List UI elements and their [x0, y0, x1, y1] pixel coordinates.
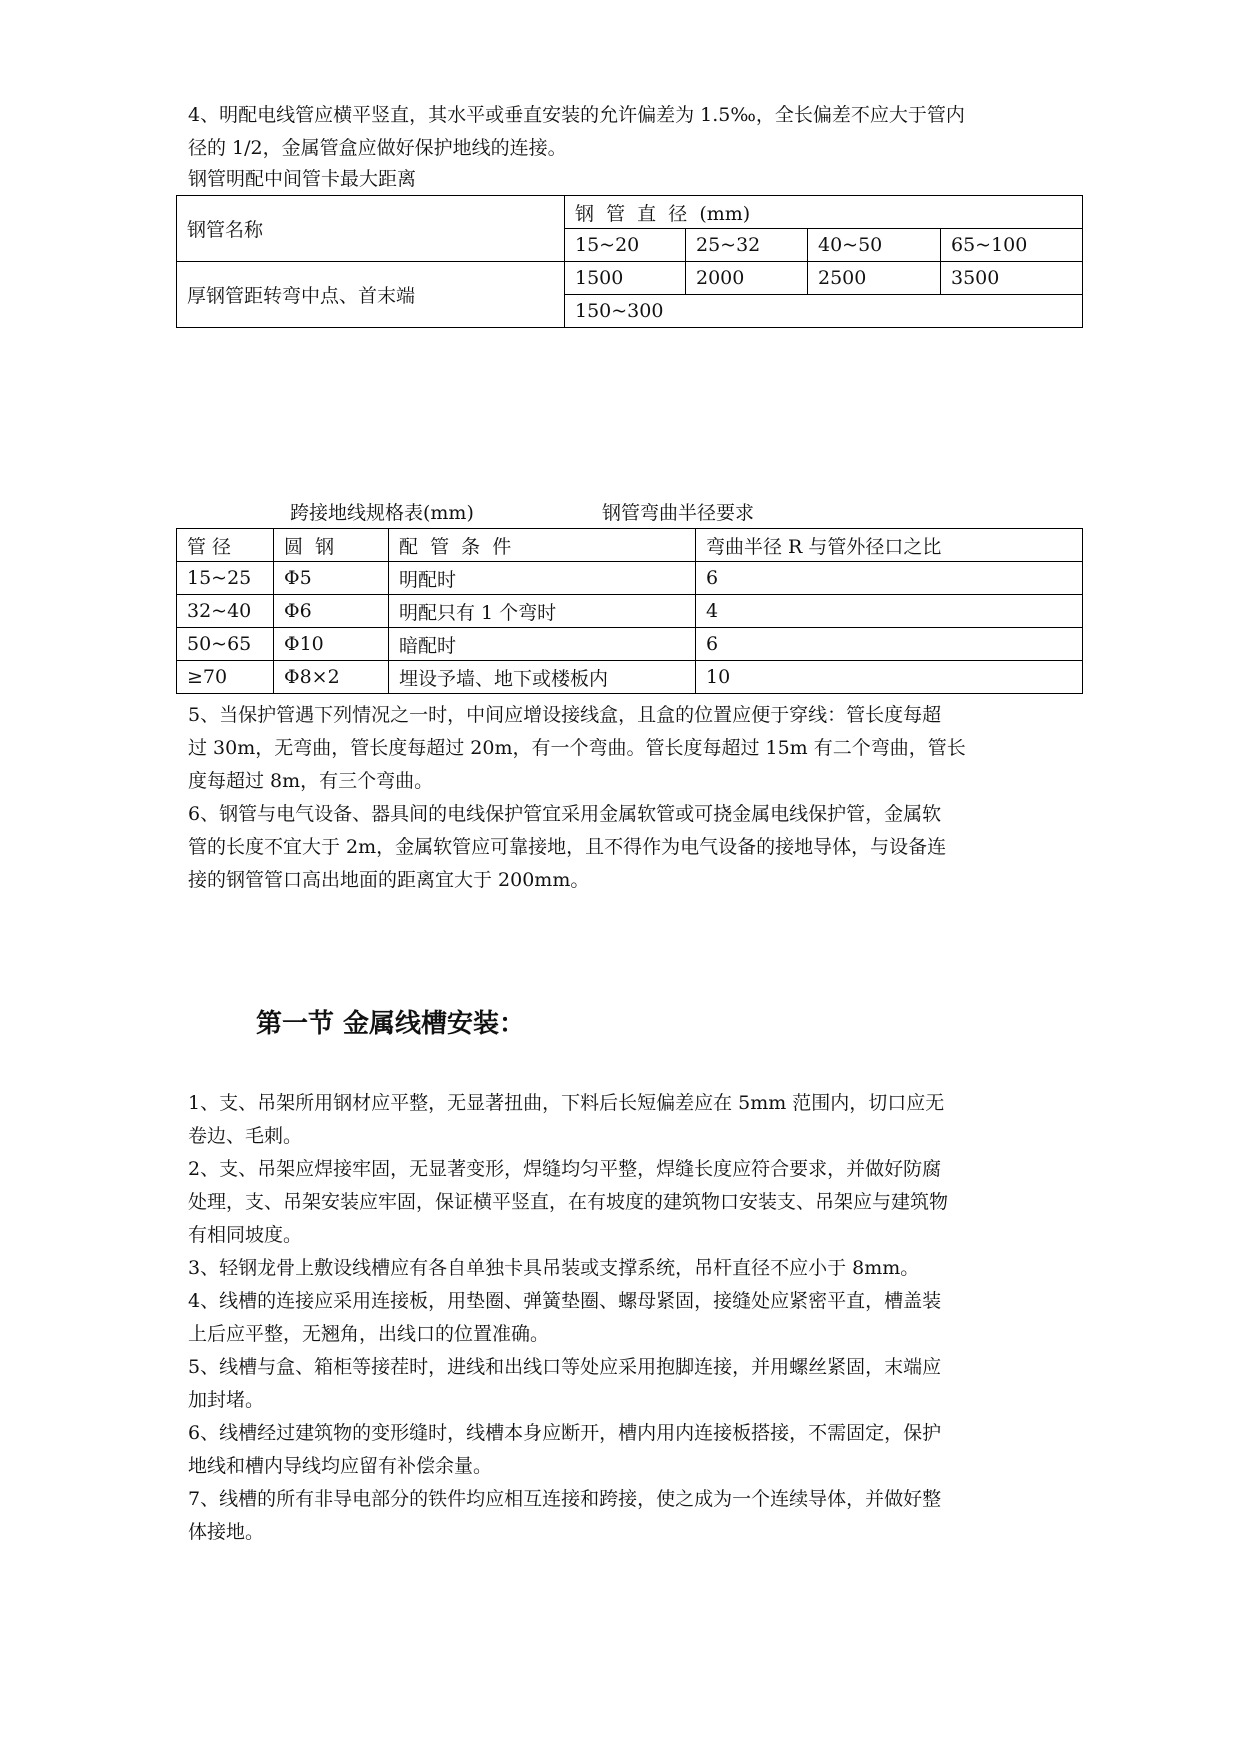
cell: 32~40	[177, 595, 274, 628]
cell: Φ8×2	[274, 661, 389, 694]
table-row	[177, 595, 1083, 628]
pipe-clamp-distance-table	[176, 195, 1083, 328]
value-cell: 3500	[941, 262, 1083, 295]
header-cell: 配 管 条 件	[389, 529, 696, 562]
text-line: 上后应平整，无翘角，出线口的位置准确。	[188, 1323, 550, 1345]
metal-trunking-paragraphs	[188, 1087, 1058, 1549]
text-line: 4、明配电线管应横平竖直，其水平或垂直安装的允许偏差为 1.5‰，全长偏差不应大于管内	[188, 104, 965, 126]
text-line: 卷边、毛刺。	[188, 1125, 303, 1147]
header-cell: 管 径	[177, 529, 274, 562]
text-line: 5、线槽与盒、箱柜等接茬时，进线和出线口等处应采用抱脚连接，并用螺丝紧固，末端应	[188, 1356, 942, 1378]
cell: 6	[696, 628, 1083, 661]
cell: 4	[696, 595, 1083, 628]
text-line: 6、线槽经过建筑物的变形缝时，线槽本身应断开，槽内用内连接板搭接，不需固定，保护	[188, 1422, 942, 1444]
cell: 明配只有 1 个弯时	[389, 595, 696, 628]
cell: 埋设予墙、地下或楼板内	[389, 661, 696, 694]
cell: 15~25	[177, 562, 274, 595]
text-line: 2、支、吊架应焊接牢固，无显著变形，焊缝均匀平整，焊缝长度应符合要求，并做好防腐	[188, 1158, 942, 1180]
header-cell: 圆 钢	[274, 529, 389, 562]
text-line: 7、线槽的所有非导电部分的铁件均应相互连接和跨接，使之成为一个连续导体，并做好整	[188, 1488, 942, 1510]
diameter-header-cell: 钢 管 直 径 (mm)	[565, 196, 1083, 229]
cell: 暗配时	[389, 628, 696, 661]
size-cell: 15~20	[565, 229, 686, 262]
text-line: 过 30m，无弯曲，管长度每超过 20m，有一个弯曲。管长度每超过 15m 有二个弯曲，管长	[188, 737, 966, 759]
text-line: 接的钢管管口高出地面的距离宜大于 200mm。	[188, 869, 590, 891]
table-row	[177, 661, 1083, 694]
value-cell: 2000	[686, 262, 808, 295]
text-line: 处理，支、吊架安装应牢固，保证横平竖直，在有坡度的建筑物口安装支、吊架应与建筑物	[188, 1191, 949, 1213]
value-cell: 2500	[808, 262, 941, 295]
item-4-paragraph	[188, 99, 1058, 165]
table1-caption: 钢管明配中间管卡最大距离	[188, 168, 417, 190]
value-cell: 1500	[565, 262, 686, 295]
text-line: 6、钢管与电气设备、器具间的电线保护管宜采用金属软管或可挠金属电线保护管，金属软	[188, 803, 942, 825]
text-line: 4、线槽的连接应采用连接板，用垫圈、弹簧垫圈、螺母紧固，接缝处应紧密平直，槽盖装	[188, 1290, 942, 1312]
text-line: 地线和槽内导线均应留有补偿余量。	[188, 1455, 493, 1477]
text-line: 度每超过 8m，有三个弯曲。	[188, 770, 434, 792]
cell: 10	[696, 661, 1083, 694]
text-line: 体接地。	[188, 1521, 265, 1543]
bend-radius-caption: 钢管弯曲半径要求	[602, 502, 755, 524]
text-line: 加封堵。	[188, 1389, 265, 1411]
size-cell: 40~50	[808, 229, 941, 262]
extra-value-cell: 150~300	[565, 295, 1083, 328]
table-row	[177, 628, 1083, 661]
text-line: 管的长度不宜大于 2m，金属软管应可靠接地，且不得作为电气设备的接地导体，与设备连	[188, 836, 947, 858]
cell: 50~65	[177, 628, 274, 661]
row-label-cell: 厚钢管距转弯中点、首末端	[177, 262, 565, 328]
text-line: 3、轻钢龙骨上敷设线槽应有各自单独卡具吊装或支撑系统，吊杆直径不应小于 8mm。	[188, 1257, 920, 1279]
cell: Φ6	[274, 595, 389, 628]
cell: 明配时	[389, 562, 696, 595]
cell: Φ10	[274, 628, 389, 661]
cell: Φ5	[274, 562, 389, 595]
text-line: 径的 1/2，金属管盒应做好保护地线的连接。	[188, 137, 567, 159]
bond-wire-spec-caption: 跨接地线规格表(mm)	[290, 502, 474, 524]
name-header-cell: 钢管名称	[177, 196, 565, 262]
size-cell: 25~32	[686, 229, 808, 262]
section-heading: 第一节 金属线槽安装：	[256, 1009, 526, 1039]
bond-wire-bend-radius-table	[176, 528, 1083, 694]
cell: 6	[696, 562, 1083, 595]
table-row	[177, 562, 1083, 595]
cell: ≥70	[177, 661, 274, 694]
text-line: 有相同坡度。	[188, 1224, 303, 1246]
header-cell: 弯曲半径 R 与管外径口之比	[696, 529, 1083, 562]
items-5-6-paragraphs	[188, 699, 1058, 897]
text-line: 1、支、吊架所用钢材应平整，无显著扭曲，下料后长短偏差应在 5mm 范围内，切口应无	[188, 1092, 945, 1114]
size-cell: 65~100	[941, 229, 1083, 262]
text-line: 5、当保护管遇下列情况之一时，中间应增设接线盒，且盒的位置应便于穿线：管长度每超	[188, 704, 942, 726]
